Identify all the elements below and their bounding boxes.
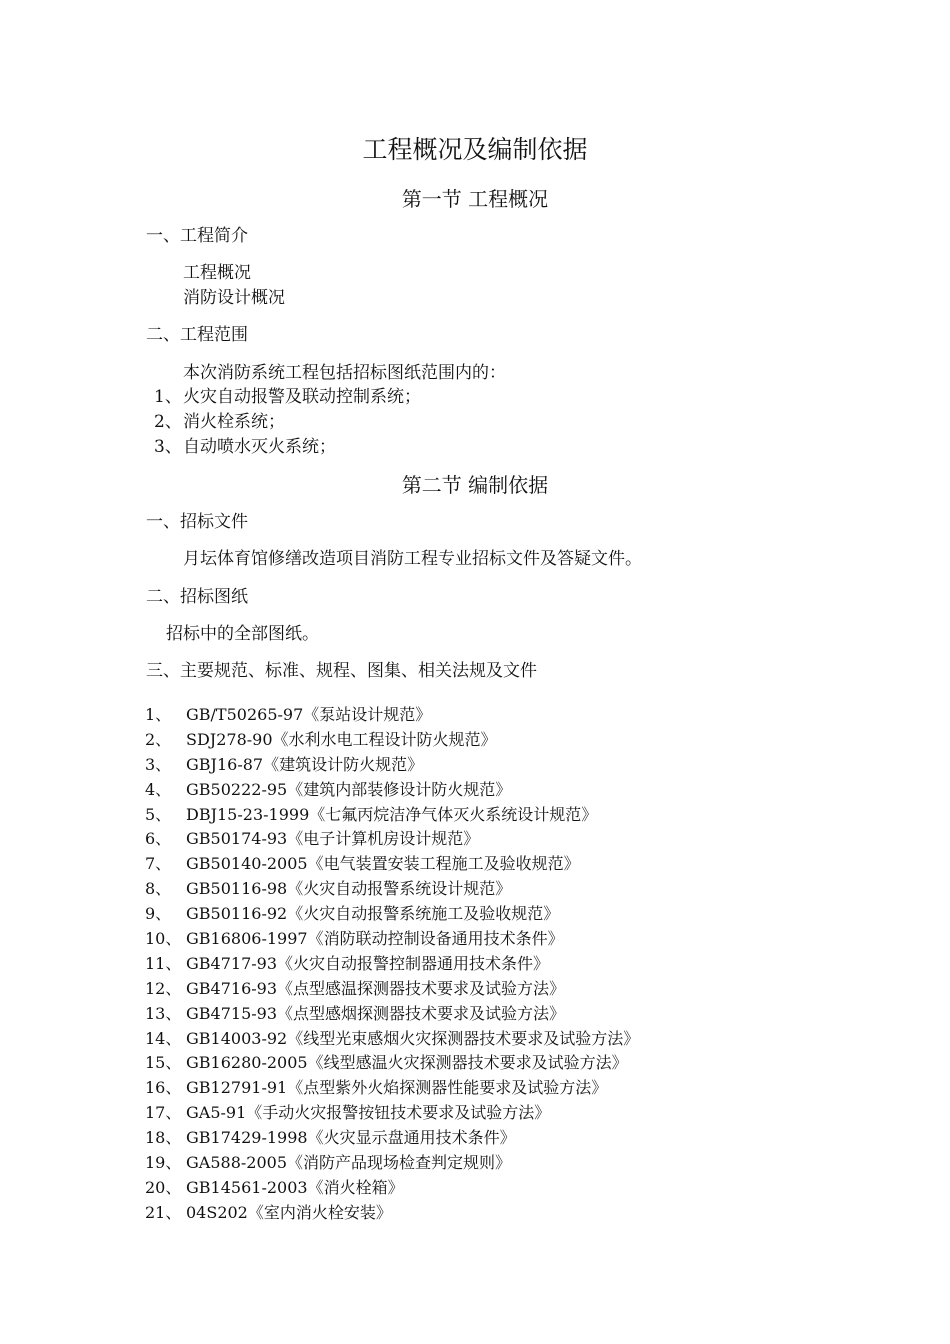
reference-item [145,1199,639,1224]
reference-text: GB4715-93《点型感烟探测器技术要求及试验方法》 [186,1003,566,1023]
reference-text: GB4716-93《点型感温探测器技术要求及试验方法》 [186,978,566,998]
scope-intro: 本次消防系统工程包括招标图纸范围内的： [183,363,506,383]
scope-item-text: 自动喷水灭火系统； [183,437,336,457]
reference-number: 2、 [145,729,172,749]
reference-item [145,1099,639,1124]
reference-text: GB/T50265-97《泵站设计规范》 [186,704,432,724]
reference-text: GB4717-93《火灾自动报警控制器通用技术条件》 [186,953,550,973]
reference-item [145,1000,639,1025]
reference-item [145,1149,639,1174]
reference-number: 15、 [145,1053,182,1073]
reference-number: 20、 [145,1177,182,1197]
reference-number: 5、 [145,804,172,824]
reference-text: GB50116-98《火灾自动报警系统设计规范》 [186,879,512,899]
reference-number: 16、 [145,1078,182,1098]
document-title: 工程概况及编制依据 [362,135,588,164]
reference-text: GB16806-1997《消防联动控制设备通用技术条件》 [186,928,564,948]
reference-number: 17、 [145,1103,182,1123]
reference-number: 6、 [145,829,172,849]
reference-text: GB50116-92《火灾自动报警系统施工及验收规范》 [186,904,560,924]
reference-item [145,825,639,850]
reference-text: GB50174-93《电子计算机房设计规范》 [186,829,480,849]
reference-number: 19、 [145,1152,182,1172]
reference-text: GB50222-95《建筑内部装修设计防火规范》 [186,779,512,799]
reference-text: GBJ16-87《建筑设计防火规范》 [186,754,424,774]
reference-list [145,701,639,1224]
section-2-sub-3-heading: 三、主要规范、标准、规程、图集、相关法规及文件 [146,661,537,681]
reference-number: 11、 [145,953,182,973]
reference-item [145,1174,639,1199]
reference-item [145,900,639,925]
reference-number: 9、 [145,904,172,924]
tender-drawings-text: 招标中的全部图纸。 [166,624,319,644]
reference-item [145,776,639,801]
scope-item-text: 火灾自动报警及联动控制系统； [183,387,421,407]
scope-item-number: 2、 [154,412,182,432]
reference-number: 13、 [145,1003,182,1023]
reference-text: GB17429-1998《火灾显示盘通用技术条件》 [186,1128,516,1148]
reference-item [145,701,639,726]
section-2-sub-2-heading: 二、招标图纸 [146,587,248,607]
reference-number: 1、 [145,704,172,724]
reference-item [145,1124,639,1149]
reference-text: GB12791-91《点型紫外火焰探测器性能要求及试验方法》 [186,1078,608,1098]
tender-documents-text: 月坛体育馆修缮改造项目消防工程专业招标文件及答疑文件。 [183,549,642,569]
reference-item [145,1025,639,1050]
reference-number: 21、 [145,1202,182,1222]
overview-item: 工程概况 [183,263,251,283]
reference-number: 10、 [145,928,182,948]
section-1-heading: 第一节 工程概况 [401,187,549,211]
reference-number: 8、 [145,879,172,899]
section-2-sub-1-heading: 一、招标文件 [146,512,248,532]
reference-item [145,801,639,826]
reference-item [145,950,639,975]
reference-text: 04S202《室内消火栓安装》 [186,1202,392,1222]
reference-number: 3、 [145,754,172,774]
overview-item: 消防设计概况 [183,288,285,308]
section-1-sub-2-heading: 二、工程范围 [146,325,248,345]
reference-text: GB16280-2005《线型感温火灾探测器技术要求及试验方法》 [186,1053,628,1073]
reference-item [145,975,639,1000]
reference-text: GB14003-92《线型光束感烟火灾探测器技术要求及试验方法》 [186,1028,640,1048]
reference-item [145,1049,639,1074]
reference-item [145,726,639,751]
reference-item [145,751,639,776]
reference-item [145,875,639,900]
reference-item [145,925,639,950]
reference-item [145,1074,639,1099]
reference-number: 18、 [145,1128,182,1148]
section-1-sub-1-heading: 一、工程简介 [146,226,248,246]
reference-item [145,850,639,875]
scope-item-text: 消火栓系统； [183,412,285,432]
reference-number: 7、 [145,854,172,874]
reference-number: 4、 [145,779,172,799]
reference-text: GA5-91《手动火灾报警按钮技术要求及试验方法》 [186,1103,551,1123]
reference-text: GB14561-2003《消火栓箱》 [186,1177,404,1197]
reference-text: GB50140-2005《电气装置安装工程施工及验收规范》 [186,854,580,874]
reference-number: 12、 [145,978,182,998]
reference-text: SDJ278-90《水利水电工程设计防火规范》 [186,729,497,749]
scope-item-number: 1、 [154,387,182,407]
reference-text: DBJ15-23-1999《七氟丙烷洁净气体灭火系统设计规范》 [186,804,598,824]
reference-number: 14、 [145,1028,182,1048]
reference-text: GA588-2005《消防产品现场检查判定规则》 [186,1152,512,1172]
scope-item-number: 3、 [154,437,182,457]
section-2-heading: 第二节 编制依据 [401,473,549,497]
